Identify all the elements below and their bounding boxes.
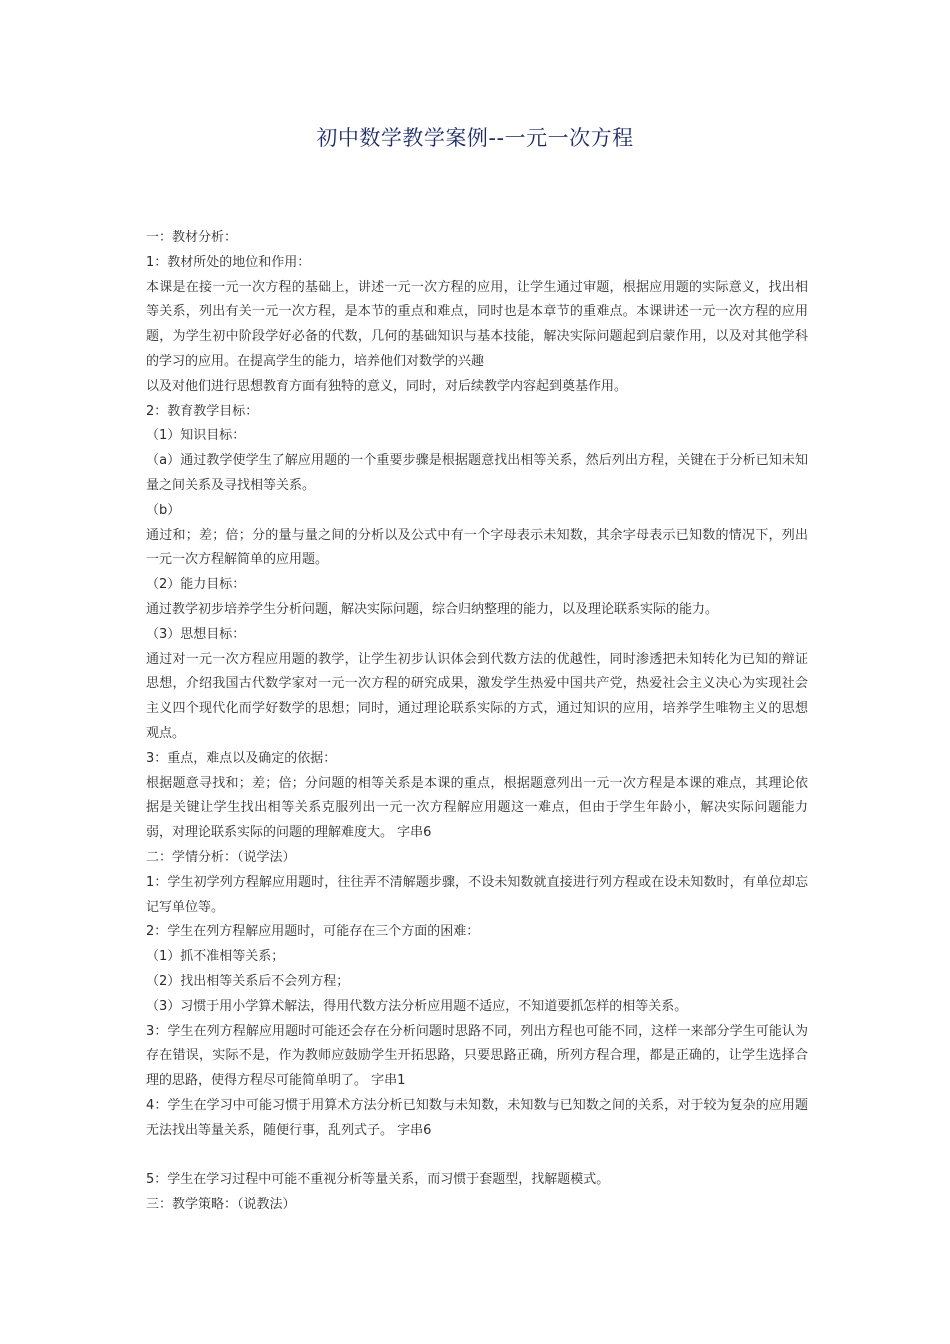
body-paragraph: 通过对一元一次方程应用题的教学，让学生初步认识体会到代数方法的优越性，同时渗透把未知转化为已知的辩证思想，介绍我国古代数学家对一元一次方程的研究成果，激发学生热爱中国共产党，热爱社会主义决心为实现社会主义四个现代化而学好数学的思想；同时，通过理论联系实际的方式，通过知识的应用，培养学生唯物主义的思想观点。 — [146, 651, 808, 741]
list-item: （1）抓不准相等关系； — [146, 949, 285, 965]
item-heading: （3）思想目标： — [146, 626, 246, 642]
item-heading: （1）知识目标： — [146, 428, 246, 444]
section-heading: 二：学情分析：（说学法） — [146, 849, 296, 865]
body-paragraph: 以及对他们进行思想教育方面有独特的意义，同时，对后续教学内容起到奠基作用。 — [146, 378, 628, 394]
list-item: （2）找出相等关系后不会列方程； — [146, 973, 350, 989]
body-paragraph: 本课是在接一元一次方程的基础上，讲述一元一次方程的应用，让学生通过审题，根据应用题的实际意义，找出相等关系，列出有关一元一次方程，是本节的重点和难点，同时也是本章节的重难点。本课讲述一元一次方程的应用题，为学生初中阶段学好必备的代数，几何的基础知识与基本技能，解决实际问题起到启蒙作用，以及对其他学科的学习的应用。在提高学生的能力，培养他们对数学的兴趣 — [146, 279, 808, 369]
body-paragraph: 3：学生在列方程解应用题时可能还会存在分析问题时思路不同，列出方程也可能不同，这样一来部分学生可能认为存在错误，实际不是，作为教师应鼓励学生开拓思路，只要思路正确，所列方程合理，都是正确的，让学生选择合理的思路，使得方程尽可能简单明了。 字串1 — [146, 1023, 808, 1089]
section-heading: 三：教学策略：（说教法） — [146, 1197, 296, 1213]
blank-line — [146, 1143, 808, 1168]
list-item: （3）习惯于用小学算术解法，得用代数方法分析应用题不适应，不知道要抓怎样的相等关系。 — [146, 998, 688, 1014]
document-body — [146, 226, 808, 1218]
body-paragraph: 通过和；差；倍；分的量与量之间的分析以及公式中有一个字母表示未知数，其余字母表示已知数的情况下，列出一元一次方程解简单的应用题。 — [146, 527, 808, 568]
item-label: （b） — [146, 502, 181, 518]
document-title: 初中数学教学案例--一元一次方程 — [316, 126, 634, 150]
subsection-heading: 3：重点，难点以及确定的依据： — [146, 750, 337, 766]
body-paragraph: （a）通过教学使学生了解应用题的一个重要步骤是根据题意找出相等关系，然后列出方程，关键在于分析已知未知量之间关系及寻找相等关系。 — [146, 453, 808, 493]
subsection-heading: 2：教育教学目标： — [146, 403, 259, 419]
body-paragraph: 5：学生在学习过程中可能不重视分析等量关系，而习惯于套题型，找解题模式。 — [146, 1172, 610, 1188]
body-paragraph: 根据题意寻找和；差；倍；分问题的相等关系是本课的重点，根据题意列出一元一次方程是本课的难点，其理论依据是关键让学生找出相等关系克服列出一元一次方程解应用题这一难点，但由于学生年龄小，解决实际问题能力弱，对理论联系实际的问题的理解难度大。 字串6 — [146, 775, 808, 841]
subsection-heading: 1：教材所处的地位和作用： — [146, 254, 311, 270]
body-paragraph: 通过教学初步培养学生分析问题，解决实际问题，综合归纳整理的能力，以及理论联系实际的能力。 — [146, 601, 719, 617]
body-paragraph: 4：学生在学习中可能习惯于用算术方法分析已知数与未知数，未知数与已知数之间的关系，对于较为复杂的应用题无法找出等量关系，随便行事，乱列式子。 字串6 — [146, 1097, 808, 1138]
item-heading: （2）能力目标： — [146, 577, 246, 593]
body-paragraph: 2：学生在列方程解应用题时，可能存在三个方面的困难： — [146, 924, 480, 940]
body-paragraph: 1：学生初学列方程解应用题时，往往弄不清解题步骤，不设未知数就直接进行列方程或在设未知数时，有单位却忘记写单位等。 — [146, 874, 808, 915]
section-heading: 一：教材分析： — [146, 230, 238, 245]
